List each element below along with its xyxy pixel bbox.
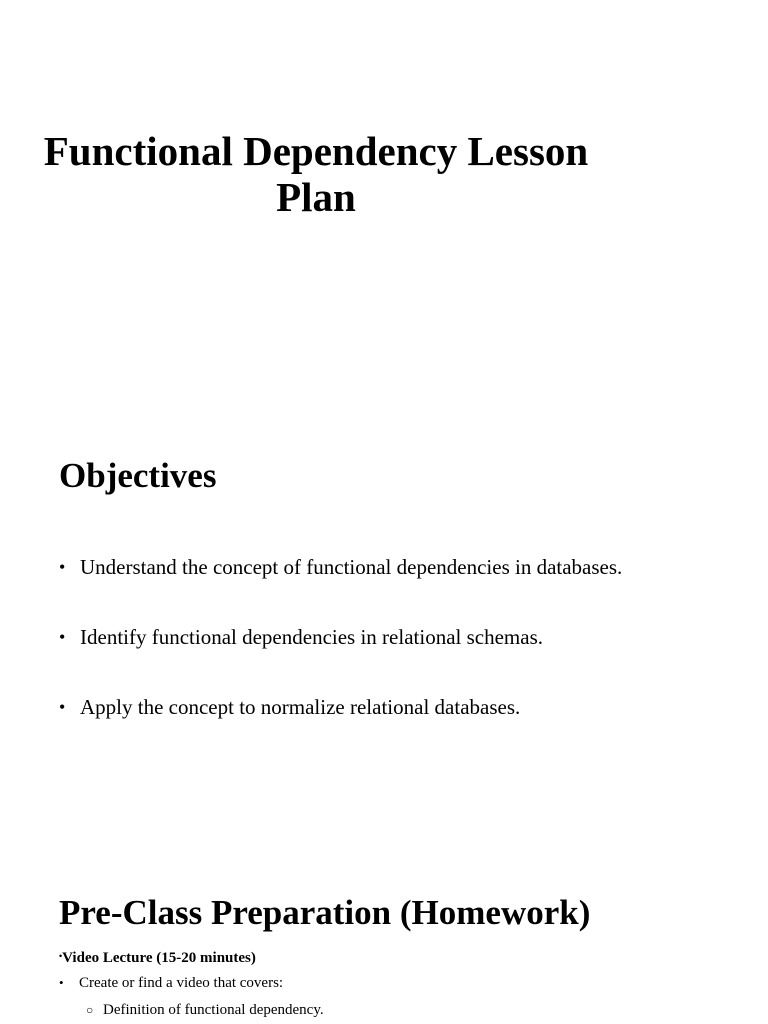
- objectives-list: [59, 552, 622, 762]
- list-item: [59, 622, 622, 692]
- list-item: [59, 972, 283, 994]
- bullet-icon: •: [59, 975, 64, 990]
- list-item: [59, 552, 622, 622]
- video-lecture-label: [59, 945, 256, 969]
- bullet-icon: •: [59, 951, 63, 961]
- circle-bullet-icon: ○: [86, 1003, 94, 1017]
- bullet-icon: •: [59, 627, 66, 647]
- objective-text: Apply the concept to normalize relational databases.: [80, 695, 521, 719]
- objective-text: Identify functional dependencies in relational schemas.: [80, 625, 543, 649]
- bullet-icon: •: [59, 557, 66, 577]
- homework-subitem-text: Definition of functional dependency.: [103, 1002, 324, 1018]
- video-lecture-text: Video Lecture (15-20 minutes): [62, 950, 256, 966]
- objectives-heading: Objectives: [59, 456, 217, 495]
- document-title: Functional Dependency Lesson Plan: [43, 128, 589, 220]
- bullet-icon: •: [59, 697, 66, 717]
- homework-item-text: Create or find a video that covers:: [79, 975, 284, 991]
- pre-class-heading: Pre-Class Preparation (Homework): [59, 893, 591, 932]
- objective-text: Understand the concept of functional dependencies in databases.: [80, 555, 623, 579]
- list-item: [59, 692, 622, 762]
- list-subitem: [86, 999, 324, 1021]
